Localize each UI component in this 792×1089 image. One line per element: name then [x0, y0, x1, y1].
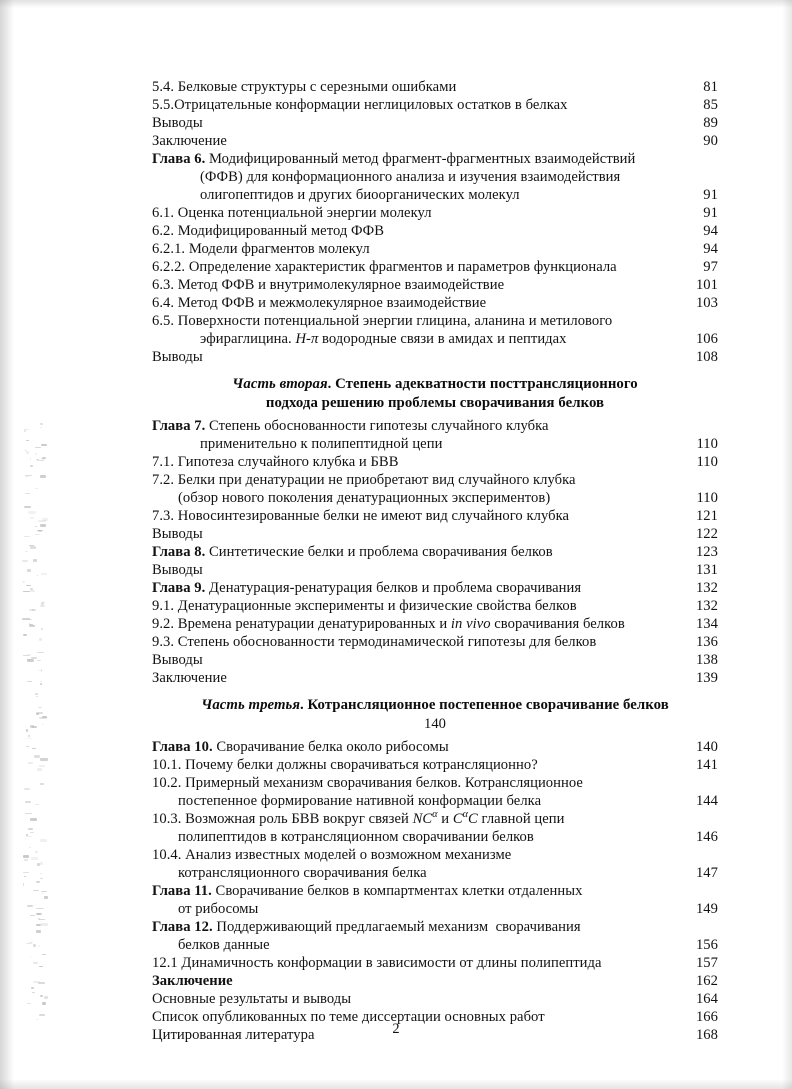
- toc-entry-title: 10.4. Анализ известных моделей о возможном механизме: [152, 847, 512, 863]
- toc-entry[interactable]: [152, 579, 718, 597]
- page-top-edge-shadow: [0, 0, 792, 8]
- toc-entry[interactable]: [152, 489, 718, 507]
- toc-entry-page-number: 123: [695, 544, 718, 560]
- toc-entry-title: 6.4. Метод ФФВ и межмолекулярное взаимодействие: [152, 295, 487, 311]
- toc-part-heading[interactable]: [152, 696, 718, 715]
- entry-text-before: 9.2. Времена ренатурации денатурированных и: [152, 616, 451, 632]
- toc-entry[interactable]: [152, 756, 718, 774]
- toc-entry[interactable]: [152, 954, 718, 972]
- toc-entry-title: [152, 810, 718, 828]
- toc-entry[interactable]: [152, 561, 718, 579]
- toc-entry-page-number: 141: [695, 757, 718, 773]
- part-title: . Котрансляционное постепенное сворачивание белков: [300, 697, 669, 713]
- toc-entry[interactable]: [152, 828, 718, 846]
- toc-entry[interactable]: [152, 114, 718, 132]
- toc-entry[interactable]: [152, 669, 718, 687]
- chapter-title: Модифицированный метод фрагмент-фрагментных взаимодействий: [205, 151, 636, 167]
- entry-text-middle: и: [437, 811, 453, 827]
- toc-entry[interactable]: [152, 525, 718, 543]
- toc-entry-page-number: 94: [703, 241, 718, 257]
- toc-entry-page-number: 149: [695, 901, 718, 917]
- toc-entry-page-number: 138: [695, 652, 718, 668]
- toc-entry[interactable]: [152, 792, 718, 810]
- toc-entry[interactable]: [152, 132, 718, 150]
- toc-entry-page-number: 121: [695, 508, 718, 524]
- toc-entry-title: котрансляционного сворачивания белка: [178, 865, 427, 881]
- toc-entry[interactable]: [152, 435, 718, 453]
- part-page-number: 140: [423, 716, 447, 732]
- toc-entry-title: 9.1. Денатурационные эксперименты и физические свойства белков: [152, 598, 577, 614]
- toc-entry-title: 6.2.1. Модели фрагментов молекул: [152, 241, 370, 257]
- toc-entry-page-number: 110: [696, 454, 718, 470]
- chapter-title: Степень обоснованности гипотезы случайного клубка: [205, 418, 549, 434]
- toc-entry-page-number: 110: [696, 490, 718, 506]
- toc-entry[interactable]: [152, 471, 718, 489]
- toc-entry-title: Основные результаты и выводы: [152, 991, 352, 1007]
- chapter-label: Глава 6.: [152, 151, 206, 167]
- toc-entry-title: Выводы: [152, 349, 203, 365]
- toc-entry-title: 7.2. Белки при денатурации не приобретают вид случайного клубка: [152, 472, 576, 488]
- toc-entry[interactable]: [152, 417, 718, 435]
- part-title-continued: подхода решению проблемы сворачивания белков: [265, 395, 605, 411]
- chapter-title: Денатурация-ренатурация белков и проблема сворачивания: [205, 580, 582, 596]
- toc-entry-title: Цитированная литература: [152, 1027, 315, 1043]
- toc-entry[interactable]: [152, 864, 718, 882]
- toc-entry-title: 6.3. Метод ФФВ и внутримолекулярное взаимодействие: [152, 277, 505, 293]
- margin-bleedthrough-artifacts: [22, 420, 48, 1020]
- toc-entry-title: 10.2. Примерный механизм сворачивания белков. Котрансляционное: [152, 775, 583, 791]
- toc-entry-page-number: 91: [703, 205, 718, 221]
- toc-entry-page-number: 166: [695, 1009, 718, 1025]
- section-spacer: [152, 687, 718, 696]
- toc-entry-page-number: 156: [695, 937, 718, 953]
- toc-entry-title: Заключение: [152, 670, 227, 686]
- toc-entry[interactable]: [152, 96, 718, 114]
- toc-entry-title: 5.5.Отрицательные конформации неглициловых остатков в белках: [152, 97, 568, 113]
- toc-entry-page-number: 131: [695, 562, 718, 578]
- toc-entry[interactable]: [152, 738, 718, 756]
- toc-entry-page-number: 94: [703, 223, 718, 239]
- toc-entry[interactable]: [152, 186, 718, 204]
- alpha-superscript: α: [432, 809, 438, 821]
- toc-entry-title: 5.4. Белковые структуры с серезными ошибками: [152, 79, 457, 95]
- toc-entry[interactable]: [152, 150, 718, 168]
- toc-entry-title: 6.5. Поверхности потенциальной энергии глицина, аланина и метилового: [152, 313, 613, 329]
- toc-entry-title: 12.1 Динамичность конформации в зависимости от длины полипептида: [152, 955, 602, 971]
- toc-entry[interactable]: [152, 918, 718, 936]
- toc-entry-title: [152, 615, 718, 633]
- table-of-contents: [152, 78, 718, 1044]
- toc-entry-title: [152, 579, 718, 597]
- toc-entry-title: 9.3. Степень обоснованности термодинамической гипотезы для белков: [152, 634, 597, 650]
- toc-entry-page-number: 89: [703, 115, 718, 131]
- toc-entry[interactable]: [152, 168, 718, 186]
- section-spacer: [152, 366, 718, 375]
- toc-entry-page-number: 101: [695, 277, 718, 293]
- toc-entry-title: 6.2.2. Определение характеристик фрагментов и параметров функционала: [152, 259, 617, 275]
- toc-entry[interactable]: [152, 543, 718, 561]
- toc-entry-title: применительно к полипептидной цепи: [200, 436, 443, 452]
- bond-base-c: C: [452, 811, 463, 827]
- toc-entry-page-number: 157: [695, 955, 718, 971]
- toc-entry-page-number: 162: [695, 973, 718, 989]
- toc-entry-page-number: 85: [703, 97, 718, 113]
- toc-entry-page-number: 147: [695, 865, 718, 881]
- toc-entry-page-number: 97: [703, 259, 718, 275]
- toc-entry-title: Выводы: [152, 526, 203, 542]
- toc-part-heading-line2[interactable]: [152, 394, 718, 413]
- toc-entry[interactable]: [152, 936, 718, 954]
- toc-entry[interactable]: [152, 651, 718, 669]
- toc-entry-title: Выводы: [152, 562, 203, 578]
- toc-entry[interactable]: [152, 330, 718, 348]
- toc-entry[interactable]: [152, 294, 718, 312]
- toc-entry[interactable]: [152, 348, 718, 366]
- toc-entry[interactable]: [152, 222, 718, 240]
- toc-entry-page-number: 144: [695, 793, 718, 809]
- toc-entry-page-number: 110: [696, 436, 718, 452]
- toc-entry-title: Заключение: [152, 973, 233, 989]
- chapter-title: Поддерживающий предлагаемый механизм сворачивания: [212, 919, 581, 935]
- toc-entry[interactable]: [152, 312, 718, 330]
- toc-entry-title: (обзор нового поколения денатурационных экспериментов): [178, 490, 551, 506]
- toc-entry-title: [152, 882, 718, 900]
- chapter-label: Глава 10.: [152, 739, 213, 755]
- chapter-label: Глава 12.: [152, 919, 213, 935]
- h-pi-notation: Н-π: [295, 331, 319, 347]
- toc-entry-page-number: 106: [695, 331, 718, 347]
- toc-entry-page-number: 139: [695, 670, 718, 686]
- toc-entry[interactable]: [152, 258, 718, 276]
- chapter-label: Глава 11.: [152, 883, 212, 899]
- alpha-superscript: α: [462, 809, 469, 821]
- entry-text-after: сворачивания белков: [490, 616, 625, 632]
- toc-entry-title: 7.3. Новосинтезированные белки не имеют вид случайного клубка: [152, 508, 570, 524]
- toc-entry-title: от рибосомы: [178, 901, 259, 917]
- chapter-label: Глава 7.: [152, 418, 206, 434]
- toc-entry-title: Выводы: [152, 115, 203, 131]
- chapter-title: Сворачивание белков в компартментах клетки отдаленных: [211, 883, 583, 899]
- toc-entry-title: олигопептидов и других биоорганических молекул: [200, 187, 520, 203]
- toc-entry-page-number: 134: [695, 616, 718, 632]
- toc-entry-title: Заключение: [152, 133, 227, 149]
- toc-entry[interactable]: [152, 597, 718, 615]
- toc-entry-title: [152, 417, 718, 435]
- bond-base-nc: NC: [412, 811, 433, 827]
- chapter-label: Глава 9.: [152, 580, 206, 596]
- toc-entry[interactable]: [152, 972, 718, 990]
- toc-entry-title: [152, 543, 718, 561]
- chapter-title: Синтетические белки и проблема сворачивания белков: [205, 544, 553, 560]
- toc-entry[interactable]: [152, 900, 718, 918]
- toc-entry-page-number: 81: [703, 79, 718, 95]
- toc-entry-page-number: 90: [703, 133, 718, 149]
- toc-entry[interactable]: [152, 882, 718, 900]
- toc-entry[interactable]: [152, 846, 718, 864]
- toc-entry-title: полипептидов в котрансляционном сворачивании белков: [178, 829, 534, 845]
- toc-entry-page-number: 132: [695, 580, 718, 596]
- toc-entry-title: 6.2. Модифицированный метод ФФВ: [152, 223, 384, 239]
- toc-entry[interactable]: [152, 276, 718, 294]
- toc-entry[interactable]: [152, 615, 718, 633]
- toc-part-page-number[interactable]: [152, 715, 718, 734]
- toc-entry-page-number: 122: [695, 526, 718, 542]
- toc-entry-page-number: 91: [703, 187, 718, 203]
- toc-entry-page-number: 140: [695, 739, 718, 755]
- toc-entry[interactable]: [152, 990, 718, 1008]
- toc-entry[interactable]: [152, 78, 718, 96]
- toc-entry[interactable]: [152, 633, 718, 651]
- toc-entry-title: постепенное формирование нативной конформации белка: [178, 793, 542, 809]
- entry-text-after: главной цепи: [477, 811, 565, 827]
- toc-entry[interactable]: [152, 453, 718, 471]
- toc-entry-title: [152, 330, 718, 348]
- bond-notation-c-alpha-c: [453, 811, 478, 827]
- entry-text-before: 10.3. Возможная роль БВВ вокруг связей: [152, 811, 413, 827]
- entry-text-after: водородные связи в амидах и пептидах: [318, 331, 567, 347]
- toc-entry-page-number: 168: [695, 1027, 718, 1043]
- part-title: . Степень адекватности посттрансляционного: [327, 376, 638, 392]
- in-vivo-term: in vivo: [450, 616, 491, 632]
- toc-entry-title: Список опубликованных по теме диссертации основных работ: [152, 1009, 545, 1025]
- toc-entry-page-number: 164: [695, 991, 718, 1007]
- bond-notation-nc-alpha: [413, 811, 438, 827]
- toc-entry-title: 6.1. Оценка потенциальной энергии молекул: [152, 205, 432, 221]
- toc-entry[interactable]: [152, 240, 718, 258]
- page-number-folio: 2: [392, 1021, 400, 1037]
- part-label: Часть вторая: [232, 376, 328, 392]
- toc-entry-title: белков данные: [178, 937, 270, 953]
- page-bottom-edge-shadow: [0, 1079, 792, 1089]
- toc-entry-title: [152, 918, 718, 936]
- toc-entry-page-number: 136: [695, 634, 718, 650]
- toc-entry[interactable]: [152, 204, 718, 222]
- toc-entry[interactable]: [152, 507, 718, 525]
- toc-entry-title: [152, 150, 718, 168]
- bond-base-c2: C: [468, 811, 478, 827]
- chapter-title: Сворачивание белка около рибосомы: [212, 739, 449, 755]
- entry-text-before: эфираглицина.: [200, 331, 296, 347]
- toc-entry[interactable]: [152, 774, 718, 792]
- toc-entry-page-number: 132: [695, 598, 718, 614]
- chapter-label: Глава 8.: [152, 544, 206, 560]
- toc-entry-title: Выводы: [152, 652, 203, 668]
- toc-entry[interactable]: [152, 810, 718, 828]
- part-label: Часть третья: [201, 697, 300, 713]
- toc-entry-title: 10.1. Почему белки должны сворачиваться котрансляционно?: [152, 757, 538, 773]
- toc-entry-page-number: 103: [695, 295, 718, 311]
- toc-entry-title: [152, 738, 718, 756]
- toc-entry-page-number: 108: [695, 349, 718, 365]
- toc-part-heading[interactable]: [152, 375, 718, 394]
- toc-entry-title: (ФФВ) для конформационного анализа и изучения взаимодействия: [200, 169, 621, 185]
- toc-entry-title: 7.1. Гипотеза случайного клубка и БВВ: [152, 454, 399, 470]
- toc-entry-page-number: 146: [695, 829, 718, 845]
